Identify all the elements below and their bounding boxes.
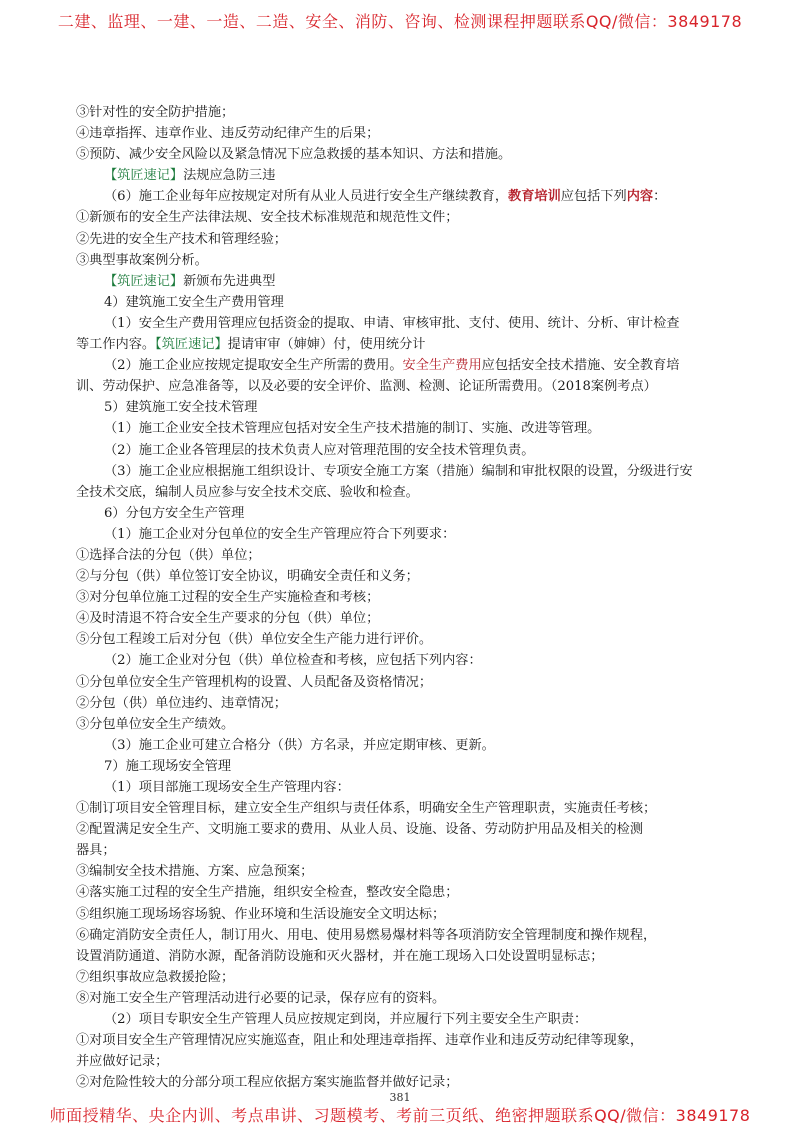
text-line: （1）施工企业安全技术管理应包括对安全生产技术措施的制订、实施、改进等管理。 — [104, 421, 601, 437]
text-line: ②先进的安全生产技术和管理经验； — [76, 231, 287, 247]
text-span: 应包括安全技术措施、安全教育培 — [481, 358, 680, 374]
section-heading: 4）建筑施工安全生产费用管理 — [104, 294, 284, 310]
text-line: ③对分包单位施工过程的安全生产实施检查和考核； — [76, 590, 380, 606]
text-line: ①新颁布的安全生产法律法规、安全技术标准规范和规范性文件； — [76, 210, 459, 226]
text-line: ②分包（供）单位违约、违章情况； — [76, 695, 287, 711]
text-line — [76, 355, 746, 376]
text-line: 全技术交底，编制人员应参与安全技术交底、验收和检查。 — [76, 484, 419, 500]
text-span: （6）施工企业每年应按规定对所有从业人员进行安全生产继续教育， — [104, 189, 509, 205]
text-span: ： — [653, 189, 667, 205]
text-line: （3）施工企业可建立合格分（供）方名录，并应定期审核、更新。 — [104, 737, 495, 753]
text-line: 并应做好记录； — [76, 1054, 169, 1070]
text-line: ①选择合法的分包（供）单位； — [76, 547, 261, 563]
text-line — [76, 334, 746, 355]
footer-banner: 师面授精华、央企内训、考点串讲、习题模考、考前三页纸、绝密押题联系QQ/微信：3849178 — [49, 1106, 751, 1125]
text-line: ⑦组织事故应急救援抢险； — [76, 969, 235, 985]
text-line: （3）施工企业应根据施工组织设计、专项安全施工方案（措施）编制和审批权限的设置，分级进行安 — [104, 463, 693, 479]
text-line: （2）项目专职安全生产管理人员应按规定到岗，并应履行下列主要安全生产职责： — [104, 1012, 588, 1028]
text-span: 应包括下列 — [560, 189, 627, 205]
highlight-text: 内容 — [626, 189, 654, 205]
text-line: 训、劳动保护、应急准备等，以及必要的安全评价、监测、检测、论证所需费用。（2018案例考点） — [76, 379, 657, 395]
text-line: ④落实施工过程的安全生产措施，组织安全检查，整改安全隐患； — [76, 885, 459, 901]
text-line: （1）施工企业对分包单位的安全生产管理应符合下列要求： — [104, 526, 456, 542]
text-line: ③编制安全技术措施、方案、应急预案； — [76, 864, 314, 880]
text-span: 等工作内容。 — [76, 337, 156, 353]
text-line: ③针对性的安全防护措施； — [76, 105, 235, 120]
header-banner: 二建、监理、一建、一造、二造、安全、消防、咨询、检测课程押题联系QQ/微信：3849178 — [57, 12, 743, 31]
text-line: （1）安全生产费用管理应包括资金的提取、申请、审核审批、支付、使用、统计、分析、审计检查 — [104, 315, 680, 331]
text-line: ⑤分包工程竣工后对分包（供）单位安全生产能力进行评价。 — [76, 632, 433, 648]
text-line: ④违章指挥、违章作业、违反劳动纪律产生的后果； — [76, 126, 380, 142]
text-line: （1）项目部施工现场安全生产管理内容： — [104, 780, 350, 795]
memo-text: 新颁布先进典型 — [183, 273, 276, 289]
memo-text: 法规应急防三违 — [183, 168, 276, 184]
text-line: （2）施工企业各管理层的技术负责人应对管理范围的安全技术管理负责。 — [104, 442, 535, 458]
text-line: ①分包单位安全生产管理机构的设置、人员配备及资格情况； — [76, 674, 433, 690]
document-body — [76, 102, 746, 1093]
text-line: ①制订项目安全管理目标，建立安全生产组织与责任体系，明确安全生产管理职责，实施责任考核； — [76, 801, 657, 817]
text-line: （2）施工企业对分包（供）单位检查和考核，应包括下列内容： — [104, 653, 482, 669]
text-line: ③分包单位安全生产绩效。 — [76, 716, 235, 732]
text-line: ⑥确定消防安全责任人，制订用火、用电、使用易燃易爆材料等各项消防安全管理制度和操作规程， — [76, 927, 657, 943]
section-heading: 6）分包方安全生产管理 — [104, 505, 245, 521]
text-line: 器具； — [76, 843, 116, 859]
memo-line — [76, 271, 746, 292]
page-number: 381 — [389, 1091, 411, 1104]
text-line: ⑤预防、减少安全风险以及紧急情况下应急救援的基本知识、方法和措施。 — [76, 147, 512, 163]
text-line: ⑧对施工安全生产管理活动进行必要的记录，保存应有的资料。 — [76, 990, 446, 1006]
memo-line — [76, 165, 746, 186]
highlight-text: 安全生产费用 — [402, 358, 482, 374]
text-line: ②与分包（供）单位签订安全协议，明确安全责任和义务； — [76, 569, 419, 585]
text-line: ②配置满足安全生产、文明施工要求的费用、从业人员、设施、设备、劳动防护用品及相关的检测 — [76, 822, 644, 838]
text-span: （2）施工企业应按规定提取安全生产所需的费用。 — [104, 358, 403, 374]
text-line — [76, 186, 746, 207]
memo-tag: 【筑匠速记】 — [104, 168, 184, 184]
section-heading: 5）建筑施工安全技术管理 — [104, 400, 258, 416]
memo-tag: 【筑匠速记】 — [155, 337, 228, 353]
memo-tag: 【筑匠速记】 — [104, 273, 184, 289]
text-line: ①对项目安全生产管理情况应实施巡查，阻止和处理违章指挥、违章作业和违反劳动纪律等现象， — [76, 1033, 644, 1049]
text-line: ③典型事故案例分析。 — [76, 252, 208, 268]
text-line: ⑤组织施工现场场容场貌、作业环境和生活设施安全文明达标； — [76, 906, 446, 922]
text-line: 设置消防通道、消防水源，配备消防设施和灭火器材，并在施工现场入口处设置明显标志； — [76, 948, 604, 964]
text-line: ②对危险性较大的分部分项工程应依据方案实施监督并做好记录； — [76, 1075, 459, 1091]
memo-text: 提请审审（婶婶）付，使用统分计 — [227, 337, 426, 353]
text-line: ④及时清退不符合安全生产要求的分包（供）单位； — [76, 611, 380, 627]
highlight-text: 教育培训 — [508, 189, 561, 205]
section-heading: 7）施工现场安全管理 — [104, 758, 232, 774]
